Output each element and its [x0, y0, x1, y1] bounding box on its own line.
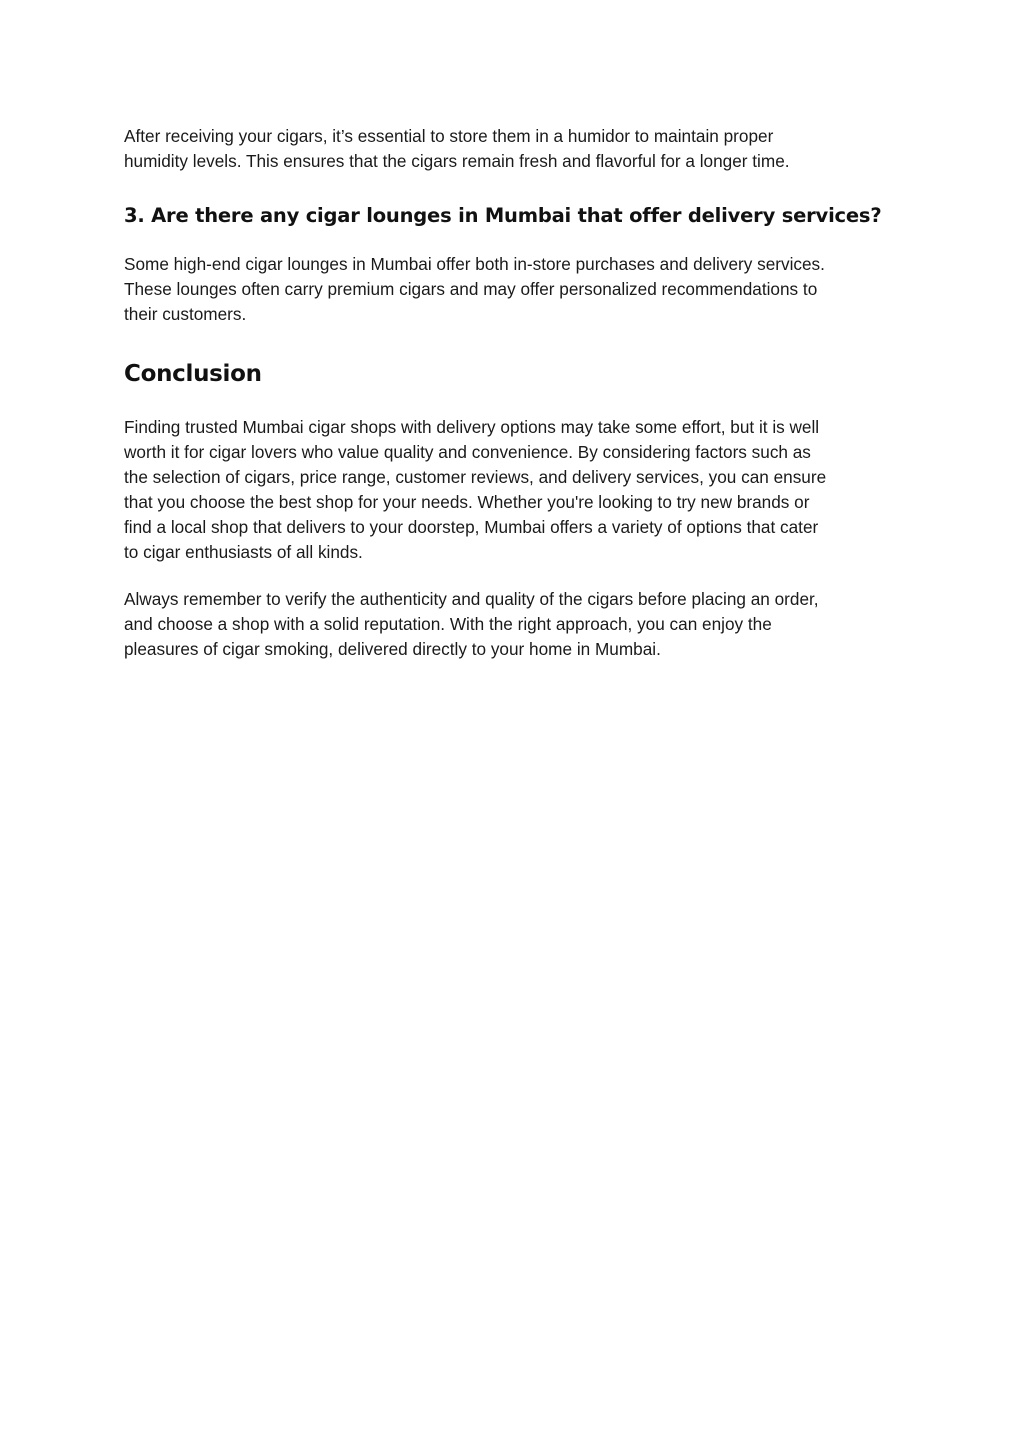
conclusion-heading: Conclusion	[124, 361, 262, 387]
page-content	[124, 124, 900, 662]
conclusion-paragraph-2: Always remember to verify the authenticity and quality of the cigars before placing an order, and choose a shop with a solid reputation. With the right approach, you can enjoy the pleasures of cigar smoking, delivered directly to your home in Mumbai.	[124, 589, 819, 659]
conclusion-paragraph-1: Finding trusted Mumbai cigar shops with delivery options may take some effort, but it is well worth it for cigar lovers who value quality and convenience. By considering factors such as the selection of cigars, price range, customer reviews, and delivery services, you can ensure that you choose the best shop for your needs. Whether you're looking to try new brands or find a local shop that delivers to your doorstep, Mumbai offers a variety of options that cater to cigar enthusiasts of all kinds.	[124, 417, 827, 562]
storage-paragraph: After receiving your cigars, it’s essential to store them in a humidor to maintain proper humidity levels. This ensures that the cigars remain fresh and flavorful for a longer time.	[124, 126, 790, 171]
lounges-paragraph: Some high-end cigar lounges in Mumbai offer both in-store purchases and delivery services. These lounges often carry premium cigars and may offer personalized recommendations to their customers.	[124, 254, 825, 324]
question-3-heading: 3. Are there any cigar lounges in Mumbai that offer delivery services?	[124, 204, 882, 227]
